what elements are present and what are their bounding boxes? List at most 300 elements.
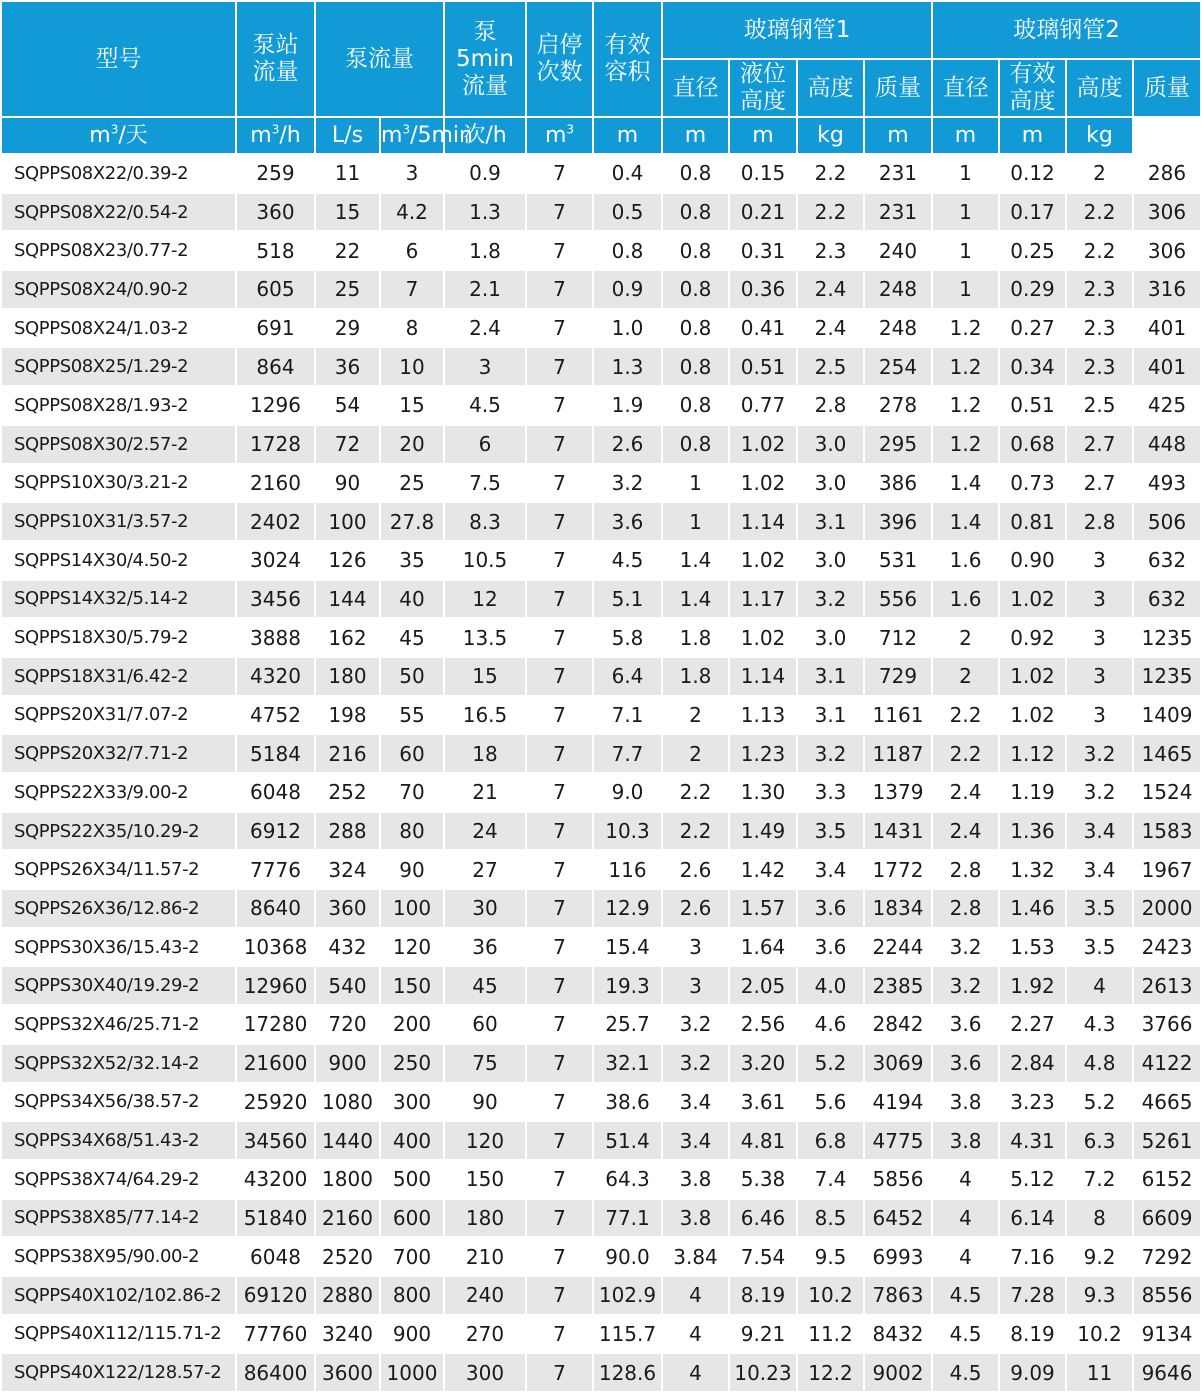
cell-pump-5min-flow: 75	[444, 1044, 526, 1083]
cell-pipe1-diameter: 0.8	[662, 425, 729, 464]
cell-effective-volume: 1.9	[593, 386, 662, 425]
cell-pipe1-height: 3.0	[797, 425, 864, 464]
table-row	[1, 966, 1201, 1005]
cell-station-flow: 25920	[236, 1083, 315, 1122]
col-header-pipe2-mass: 质量	[1133, 59, 1201, 117]
cell-effective-volume: 19.3	[593, 966, 662, 1005]
table-row	[1, 889, 1201, 928]
cell-pipe1-mass: 9002	[864, 1353, 932, 1392]
cell-pipe2-diameter: 2.2	[932, 696, 999, 735]
cell-pump-flow-m3h: 72	[315, 425, 380, 464]
cell-pipe1-diameter: 3.8	[662, 1199, 729, 1238]
cell-pipe2-mass: 6152	[1133, 1160, 1201, 1199]
cell-pump-flow-ls: 20	[380, 425, 444, 464]
cell-effective-volume: 7.1	[593, 696, 662, 735]
cell-model: SQPPS18X31/6.42-2	[1, 657, 236, 696]
cell-model: SQPPS08X24/0.90-2	[1, 270, 236, 309]
cell-effective-volume: 4.5	[593, 541, 662, 580]
cell-pipe1-diameter: 0.8	[662, 347, 729, 386]
cell-pump-flow-ls: 6	[380, 231, 444, 270]
cell-pipe2-height: 4.3	[1066, 1005, 1133, 1044]
cell-pipe1-height: 2.5	[797, 347, 864, 386]
cell-pipe1-diameter: 3	[662, 928, 729, 967]
col-header-pump-5min-flow: 泵 5min 流量	[444, 1, 526, 117]
cell-effective-volume: 116	[593, 850, 662, 889]
cell-pipe1-diameter: 1	[662, 502, 729, 541]
cell-pipe1-height: 3.5	[797, 812, 864, 851]
cell-pipe1-liquid-level-height: 1.64	[729, 928, 797, 967]
cell-pipe1-liquid-level-height: 4.81	[729, 1121, 797, 1160]
cell-pipe2-mass: 1967	[1133, 850, 1201, 889]
cell-model: SQPPS38X95/90.00-2	[1, 1237, 236, 1276]
unit-pump-flow-hour: $m^3/h$	[236, 117, 315, 154]
cell-pipe1-mass: 295	[864, 425, 932, 464]
cell-pump-flow-ls: 100	[380, 889, 444, 928]
cell-station-flow: 86400	[236, 1353, 315, 1392]
cell-pipe2-diameter: 2.4	[932, 812, 999, 851]
cell-pipe1-liquid-level-height: 2.56	[729, 1005, 797, 1044]
cell-pipe2-effective-height: 7.28	[999, 1276, 1066, 1315]
cell-pump-5min-flow: 90	[444, 1083, 526, 1122]
table-body	[1, 154, 1201, 1392]
cell-pipe1-mass: 3069	[864, 1044, 932, 1083]
cell-start-stop-count: 7	[526, 386, 593, 425]
cell-model: SQPPS38X74/64.29-2	[1, 1160, 236, 1199]
cell-pipe1-diameter: 1.4	[662, 541, 729, 580]
cell-start-stop-count: 7	[526, 1121, 593, 1160]
cell-pipe2-effective-height: 1.12	[999, 734, 1066, 773]
cell-model: SQPPS32X52/32.14-2	[1, 1044, 236, 1083]
cell-pipe1-mass: 6993	[864, 1237, 932, 1276]
cell-pump-5min-flow: 10.5	[444, 541, 526, 580]
cell-pipe1-height: 11.2	[797, 1315, 864, 1354]
cell-pipe1-liquid-level-height: 1.17	[729, 580, 797, 619]
cell-pipe1-mass: 4775	[864, 1121, 932, 1160]
cell-model: SQPPS14X30/4.50-2	[1, 541, 236, 580]
cell-effective-volume: 115.7	[593, 1315, 662, 1354]
cell-pump-5min-flow: 27	[444, 850, 526, 889]
cell-pipe1-height: 2.2	[797, 193, 864, 232]
cell-pump-5min-flow: 270	[444, 1315, 526, 1354]
cell-pipe2-height: 3.4	[1066, 850, 1133, 889]
cell-pump-flow-ls: 1000	[380, 1353, 444, 1392]
cell-pump-flow-ls: 150	[380, 966, 444, 1005]
cell-effective-volume: 38.6	[593, 1083, 662, 1122]
table-row	[1, 502, 1201, 541]
cell-pipe1-mass: 7863	[864, 1276, 932, 1315]
cell-pipe1-liquid-level-height: 1.42	[729, 850, 797, 889]
cell-pump-flow-ls: 200	[380, 1005, 444, 1044]
cell-pipe2-diameter: 1.4	[932, 502, 999, 541]
cell-pump-flow-m3h: 11	[315, 154, 380, 193]
table-row	[1, 347, 1201, 386]
cell-pipe1-height: 2.4	[797, 309, 864, 348]
cell-pipe2-diameter: 1	[932, 270, 999, 309]
cell-station-flow: 6912	[236, 812, 315, 851]
cell-pipe2-height: 2.3	[1066, 309, 1133, 348]
cell-pipe1-height: 8.5	[797, 1199, 864, 1238]
cell-effective-volume: 15.4	[593, 928, 662, 967]
cell-pipe2-diameter: 1	[932, 193, 999, 232]
cell-pump-flow-ls: 10	[380, 347, 444, 386]
cell-pipe2-mass: 2613	[1133, 966, 1201, 1005]
table-row	[1, 1276, 1201, 1315]
table-row	[1, 773, 1201, 812]
cell-pipe2-effective-height: 0.34	[999, 347, 1066, 386]
cell-pipe1-liquid-level-height: 3.61	[729, 1083, 797, 1122]
cell-start-stop-count: 7	[526, 154, 593, 193]
cell-pipe2-diameter: 1.2	[932, 425, 999, 464]
cell-pipe1-height: 3.1	[797, 696, 864, 735]
cell-pipe2-effective-height: 1.02	[999, 696, 1066, 735]
unit-pipe1-height: m	[729, 117, 797, 154]
cell-pipe2-effective-height: 1.36	[999, 812, 1066, 851]
cell-model: SQPPS30X40/19.29-2	[1, 966, 236, 1005]
cell-station-flow: 864	[236, 347, 315, 386]
table-row	[1, 1083, 1201, 1122]
cell-pipe2-mass: 493	[1133, 464, 1201, 503]
cell-pipe1-liquid-level-height: 10.23	[729, 1353, 797, 1392]
cell-pump-flow-ls: 35	[380, 541, 444, 580]
cell-pump-5min-flow: 13.5	[444, 618, 526, 657]
cell-pipe1-mass: 1379	[864, 773, 932, 812]
cell-pump-5min-flow: 16.5	[444, 696, 526, 735]
unit-pipe1-liquid-level-height: m	[662, 117, 729, 154]
cell-pump-flow-ls: 55	[380, 696, 444, 735]
cell-pipe2-height: 9.3	[1066, 1276, 1133, 1315]
cell-station-flow: 34560	[236, 1121, 315, 1160]
cell-pump-flow-m3h: 198	[315, 696, 380, 735]
cell-pump-5min-flow: 1.8	[444, 231, 526, 270]
cell-pump-flow-ls: 90	[380, 850, 444, 889]
cell-pipe1-mass: 1834	[864, 889, 932, 928]
table-row	[1, 657, 1201, 696]
cell-pump-5min-flow: 150	[444, 1160, 526, 1199]
cell-pump-flow-ls: 600	[380, 1199, 444, 1238]
cell-pump-5min-flow: 36	[444, 928, 526, 967]
cell-pipe2-effective-height: 0.68	[999, 425, 1066, 464]
cell-model: SQPPS10X30/3.21-2	[1, 464, 236, 503]
cell-start-stop-count: 7	[526, 966, 593, 1005]
cell-pipe2-height: 7.2	[1066, 1160, 1133, 1199]
cell-pump-flow-m3h: 3240	[315, 1315, 380, 1354]
cell-pipe2-height: 4	[1066, 966, 1133, 1005]
cell-pipe1-mass: 254	[864, 347, 932, 386]
cell-pump-flow-m3h: 1080	[315, 1083, 380, 1122]
cell-station-flow: 3888	[236, 618, 315, 657]
table-row	[1, 270, 1201, 309]
col-header-pipe1-liquid-level-height: 液位 高度	[729, 59, 797, 117]
cell-pump-5min-flow: 7.5	[444, 464, 526, 503]
cell-pipe2-diameter: 3.6	[932, 1005, 999, 1044]
col-header-pipe2-height: 高度	[1066, 59, 1133, 117]
cell-pipe2-height: 9.2	[1066, 1237, 1133, 1276]
cell-effective-volume: 77.1	[593, 1199, 662, 1238]
cell-pipe2-effective-height: 0.90	[999, 541, 1066, 580]
cell-pipe2-height: 6.3	[1066, 1121, 1133, 1160]
cell-pipe2-height: 2.3	[1066, 347, 1133, 386]
cell-pipe1-diameter: 0.8	[662, 193, 729, 232]
table-row	[1, 154, 1201, 193]
cell-pipe1-mass: 531	[864, 541, 932, 580]
cell-pump-flow-ls: 80	[380, 812, 444, 851]
cell-pipe1-diameter: 1	[662, 464, 729, 503]
cell-pipe2-effective-height: 2.27	[999, 1005, 1066, 1044]
cell-pipe2-height: 3.2	[1066, 734, 1133, 773]
table-row	[1, 425, 1201, 464]
cell-model: SQPPS22X33/9.00-2	[1, 773, 236, 812]
cell-pipe2-diameter: 1.6	[932, 541, 999, 580]
cell-pipe1-liquid-level-height: 1.30	[729, 773, 797, 812]
cell-pump-flow-ls: 27.8	[380, 502, 444, 541]
cell-pipe1-mass: 231	[864, 154, 932, 193]
cell-station-flow: 518	[236, 231, 315, 270]
cell-station-flow: 2402	[236, 502, 315, 541]
cell-station-flow: 3456	[236, 580, 315, 619]
col-header-pipe2-effective-height: 有效 高度	[999, 59, 1066, 117]
cell-pump-flow-ls: 15	[380, 386, 444, 425]
cell-effective-volume: 1.0	[593, 309, 662, 348]
cell-start-stop-count: 7	[526, 657, 593, 696]
cell-pump-5min-flow: 0.9	[444, 154, 526, 193]
cell-pump-5min-flow: 21	[444, 773, 526, 812]
cell-station-flow: 7776	[236, 850, 315, 889]
cell-model: SQPPS18X30/5.79-2	[1, 618, 236, 657]
col-header-pipe1-mass: 质量	[864, 59, 932, 117]
cell-start-stop-count: 7	[526, 889, 593, 928]
col-header-effective-volume: 有效 容积	[593, 1, 662, 117]
table-row	[1, 1353, 1201, 1392]
cell-effective-volume: 90.0	[593, 1237, 662, 1276]
unit-pipe1-mass: kg	[797, 117, 864, 154]
cell-effective-volume: 0.4	[593, 154, 662, 193]
cell-start-stop-count: 7	[526, 928, 593, 967]
cell-pipe2-diameter: 1.2	[932, 309, 999, 348]
cell-pipe1-mass: 1772	[864, 850, 932, 889]
cell-pump-flow-m3h: 360	[315, 889, 380, 928]
cell-pipe1-diameter: 2	[662, 696, 729, 735]
cell-start-stop-count: 7	[526, 1044, 593, 1083]
cell-pump-flow-m3h: 216	[315, 734, 380, 773]
cell-pump-flow-m3h: 1800	[315, 1160, 380, 1199]
cell-pipe1-liquid-level-height: 1.02	[729, 618, 797, 657]
cell-pipe2-mass: 425	[1133, 386, 1201, 425]
cell-pipe2-effective-height: 0.92	[999, 618, 1066, 657]
cell-station-flow: 5184	[236, 734, 315, 773]
cell-model: SQPPS40X112/115.71-2	[1, 1315, 236, 1354]
cell-pipe1-mass: 278	[864, 386, 932, 425]
cell-pipe2-height: 2.5	[1066, 386, 1133, 425]
cell-pipe2-effective-height: 1.32	[999, 850, 1066, 889]
cell-pump-flow-ls: 300	[380, 1083, 444, 1122]
cell-pipe1-liquid-level-height: 1.14	[729, 502, 797, 541]
cell-pipe1-mass: 2842	[864, 1005, 932, 1044]
cell-pipe2-diameter: 4	[932, 1160, 999, 1199]
cell-pump-flow-ls: 700	[380, 1237, 444, 1276]
cell-pipe1-height: 2.2	[797, 154, 864, 193]
cell-effective-volume: 32.1	[593, 1044, 662, 1083]
cell-pipe1-mass: 1431	[864, 812, 932, 851]
cell-pipe1-liquid-level-height: 0.77	[729, 386, 797, 425]
cell-pipe2-height: 8	[1066, 1199, 1133, 1238]
cell-pipe2-mass: 632	[1133, 541, 1201, 580]
cell-pipe1-mass: 2244	[864, 928, 932, 967]
cell-pipe1-liquid-level-height: 1.14	[729, 657, 797, 696]
table-row	[1, 541, 1201, 580]
cell-pipe1-height: 2.3	[797, 231, 864, 270]
cell-pump-flow-ls: 60	[380, 734, 444, 773]
cell-pipe2-diameter: 4.5	[932, 1353, 999, 1392]
cell-pump-flow-m3h: 90	[315, 464, 380, 503]
cell-pipe2-mass: 401	[1133, 309, 1201, 348]
cell-pipe2-height: 3.4	[1066, 812, 1133, 851]
cell-pump-5min-flow: 18	[444, 734, 526, 773]
cell-pipe1-liquid-level-height: 0.15	[729, 154, 797, 193]
cell-pump-flow-ls: 3	[380, 154, 444, 193]
cell-pipe2-effective-height: 7.16	[999, 1237, 1066, 1276]
cell-effective-volume: 25.7	[593, 1005, 662, 1044]
cell-pump-5min-flow: 3	[444, 347, 526, 386]
cell-pipe2-height: 3	[1066, 657, 1133, 696]
cell-pipe2-diameter: 1.2	[932, 347, 999, 386]
cell-pipe2-height: 2.8	[1066, 502, 1133, 541]
cell-pipe2-mass: 401	[1133, 347, 1201, 386]
cell-pipe2-diameter: 1.2	[932, 386, 999, 425]
cell-pump-flow-ls: 70	[380, 773, 444, 812]
cell-station-flow: 4752	[236, 696, 315, 735]
cell-pump-flow-m3h: 100	[315, 502, 380, 541]
cell-pipe1-height: 3.3	[797, 773, 864, 812]
cell-pump-5min-flow: 6	[444, 425, 526, 464]
cell-pipe1-height: 3.1	[797, 502, 864, 541]
cell-pipe2-effective-height: 1.46	[999, 889, 1066, 928]
cell-pipe1-diameter: 3.8	[662, 1160, 729, 1199]
cell-pipe1-mass: 1187	[864, 734, 932, 773]
cell-pipe1-liquid-level-height: 9.21	[729, 1315, 797, 1354]
cell-pump-5min-flow: 2.4	[444, 309, 526, 348]
cell-pipe2-height: 3.5	[1066, 928, 1133, 967]
table-row	[1, 618, 1201, 657]
cell-model: SQPPS08X22/0.39-2	[1, 154, 236, 193]
cell-effective-volume: 0.9	[593, 270, 662, 309]
cell-pipe1-diameter: 0.8	[662, 154, 729, 193]
cell-station-flow: 3024	[236, 541, 315, 580]
cell-pipe2-height: 2	[1066, 154, 1133, 193]
cell-pump-5min-flow: 210	[444, 1237, 526, 1276]
cell-effective-volume: 3.6	[593, 502, 662, 541]
cell-pump-flow-m3h: 126	[315, 541, 380, 580]
cell-start-stop-count: 7	[526, 1237, 593, 1276]
cell-pipe2-effective-height: 8.19	[999, 1315, 1066, 1354]
col-header-pipe1-height: 高度	[797, 59, 864, 117]
cell-effective-volume: 0.5	[593, 193, 662, 232]
cell-pipe2-diameter: 2	[932, 618, 999, 657]
cell-effective-volume: 5.1	[593, 580, 662, 619]
table-row	[1, 309, 1201, 348]
cell-pipe2-mass: 316	[1133, 270, 1201, 309]
cell-pipe2-height: 5.2	[1066, 1083, 1133, 1122]
table-row	[1, 734, 1201, 773]
cell-pipe1-height: 3.0	[797, 541, 864, 580]
cell-pipe1-mass: 6452	[864, 1199, 932, 1238]
cell-pipe1-height: 3.1	[797, 657, 864, 696]
cell-pipe2-height: 4.8	[1066, 1044, 1133, 1083]
cell-pipe2-effective-height: 1.92	[999, 966, 1066, 1005]
table-row	[1, 1044, 1201, 1083]
cell-model: SQPPS08X30/2.57-2	[1, 425, 236, 464]
col-header-start-stop: 启停 次数	[526, 1, 593, 117]
cell-pipe1-mass: 248	[864, 270, 932, 309]
cell-pipe2-diameter: 2.4	[932, 773, 999, 812]
table-row	[1, 580, 1201, 619]
cell-effective-volume: 3.2	[593, 464, 662, 503]
cell-pump-flow-ls: 900	[380, 1315, 444, 1354]
cell-pump-flow-m3h: 288	[315, 812, 380, 851]
cell-effective-volume: 7.7	[593, 734, 662, 773]
cell-station-flow: 360	[236, 193, 315, 232]
cell-effective-volume: 51.4	[593, 1121, 662, 1160]
cell-pipe1-mass: 712	[864, 618, 932, 657]
cell-pump-flow-m3h: 2520	[315, 1237, 380, 1276]
cell-model: SQPPS08X28/1.93-2	[1, 386, 236, 425]
cell-pipe1-liquid-level-height: 1.02	[729, 464, 797, 503]
cell-effective-volume: 0.8	[593, 231, 662, 270]
cell-model: SQPPS08X24/1.03-2	[1, 309, 236, 348]
cell-pump-5min-flow: 8.3	[444, 502, 526, 541]
cell-start-stop-count: 7	[526, 1276, 593, 1315]
cell-pump-flow-m3h: 720	[315, 1005, 380, 1044]
cell-station-flow: 691	[236, 309, 315, 348]
cell-pipe1-mass: 396	[864, 502, 932, 541]
cell-pipe2-effective-height: 5.12	[999, 1160, 1066, 1199]
cell-start-stop-count: 7	[526, 812, 593, 851]
cell-station-flow: 12960	[236, 966, 315, 1005]
table-row	[1, 1005, 1201, 1044]
cell-pipe2-diameter: 1.4	[932, 464, 999, 503]
cell-pump-flow-ls: 25	[380, 464, 444, 503]
table-row	[1, 1315, 1201, 1354]
cell-pipe2-mass: 6609	[1133, 1199, 1201, 1238]
cell-pipe1-liquid-level-height: 1.49	[729, 812, 797, 851]
cell-pipe1-diameter: 0.8	[662, 270, 729, 309]
cell-pipe2-diameter: 3.8	[932, 1083, 999, 1122]
group-header-frp-pipe-1: 玻璃钢管1	[662, 1, 932, 59]
col-header-station-flow: 泵站 流量	[236, 1, 315, 117]
cell-pipe2-mass: 1409	[1133, 696, 1201, 735]
cell-pipe1-diameter: 1.8	[662, 618, 729, 657]
cell-start-stop-count: 7	[526, 270, 593, 309]
cell-pipe2-mass: 286	[1133, 154, 1201, 193]
cell-pipe1-liquid-level-height: 3.20	[729, 1044, 797, 1083]
cell-pipe2-mass: 5261	[1133, 1121, 1201, 1160]
col-header-model: 型号	[1, 1, 236, 117]
cell-pump-flow-ls: 45	[380, 618, 444, 657]
cell-model: SQPPS34X68/51.43-2	[1, 1121, 236, 1160]
cell-start-stop-count: 7	[526, 1083, 593, 1122]
cell-effective-volume: 5.8	[593, 618, 662, 657]
cell-pipe2-effective-height: 9.09	[999, 1353, 1066, 1392]
cell-pipe1-diameter: 2.6	[662, 850, 729, 889]
cell-pipe1-mass: 386	[864, 464, 932, 503]
cell-station-flow: 17280	[236, 1005, 315, 1044]
cell-pipe1-mass: 240	[864, 231, 932, 270]
cell-pump-flow-ls: 50	[380, 657, 444, 696]
table-row	[1, 1199, 1201, 1238]
table-row	[1, 812, 1201, 851]
cell-station-flow: 69120	[236, 1276, 315, 1315]
table-row	[1, 1121, 1201, 1160]
cell-start-stop-count: 7	[526, 773, 593, 812]
